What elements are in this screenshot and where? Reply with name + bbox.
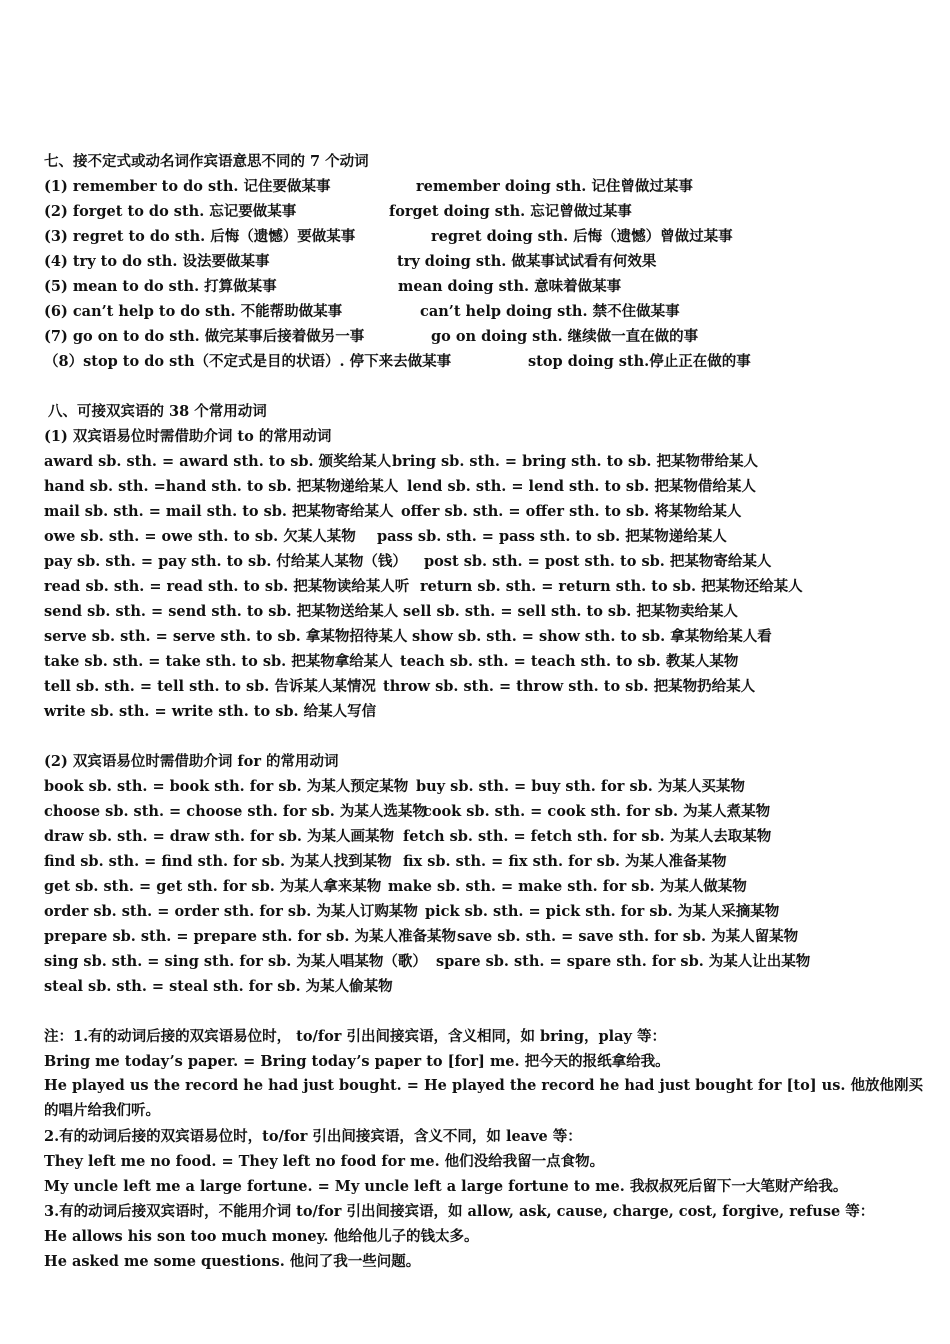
row-right: try doing sth. 做某事试试看有何效果 xyxy=(397,253,657,270)
verb-row xyxy=(44,648,934,673)
section7-row xyxy=(44,273,934,298)
row-right: save sb. sth. = save sth. for sb. 为某人留某物 xyxy=(457,928,799,945)
verb-row xyxy=(44,623,934,648)
note-line: 注：1.有的动词后接的双宾语易位时， to/for 引出间接宾语，含义相同，如 bring，play 等： xyxy=(44,1028,666,1045)
verb-row xyxy=(44,823,934,848)
row-right: remember doing sth. 记住曾做过某事 xyxy=(416,178,693,195)
row-right: pick sb. sth. = pick sth. for sb. 为某人采摘某物 xyxy=(425,903,780,920)
verb-row xyxy=(44,523,934,548)
row-left: get sb. sth. = get sth. for sb. 为某人拿来某物 xyxy=(44,878,382,895)
verb-row xyxy=(44,798,934,823)
verb-row xyxy=(44,573,934,598)
row-right: mean doing sth. 意味着做某事 xyxy=(398,278,622,295)
row-left: award sb. sth. = award sth. to sb. 颁奖给某人 xyxy=(44,453,392,470)
row-right: bring sb. sth. = bring sth. to sb. 把某物带给某人 xyxy=(392,453,758,470)
row-right: post sb. sth. = post sth. to sb. 把某物寄给某人 xyxy=(424,553,772,570)
row-left: prepare sb. sth. = prepare sth. for sb. 为某人准备某物 xyxy=(44,928,456,945)
row-left: serve sb. sth. = serve sth. to sb. 拿某物招待某人 xyxy=(44,628,408,645)
row-right: sell sb. sth. = sell sth. to sb. 把某物卖给某人 xyxy=(403,603,738,620)
spacer xyxy=(44,998,934,1023)
spacer xyxy=(44,723,934,748)
row-right: pass sb. sth. = pass sth. to sb. 把某物递给某人 xyxy=(377,528,727,545)
note-line: He played us the record he had just bought. = He played the record he had just bought for [to] us. 他放他刚买的唱片给我们听。 xyxy=(44,1077,923,1119)
row-left: read sb. sth. = read sth. to sb. 把某物读给某人听 xyxy=(44,578,410,595)
row-right: can’t help doing sth. 禁不住做某事 xyxy=(420,303,680,320)
section8-subheading-to: (1) 双宾语易位时需借助介词 to 的常用动词 xyxy=(44,428,332,445)
verb-row xyxy=(44,698,934,723)
row-left: pay sb. sth. = pay sth. to sb. 付给某人某物（钱） xyxy=(44,553,407,570)
row-left: （8）stop to do sth（不定式是目的状语）. 停下来去做某事 xyxy=(44,353,452,370)
row-left: steal sb. sth. = steal sth. for sb. 为某人偷某物 xyxy=(44,978,393,995)
verb-row xyxy=(44,598,934,623)
row-left: order sb. sth. = order sth. for sb. 为某人订购某物 xyxy=(44,903,418,920)
verb-row xyxy=(44,473,934,498)
verb-row xyxy=(44,898,934,923)
row-left: mail sb. sth. = mail sth. to sb. 把某物寄给某人 xyxy=(44,503,394,520)
note-line: He asked me some questions. 他问了我一些问题。 xyxy=(44,1253,421,1270)
row-right: teach sb. sth. = teach sth. to sb. 教某人某物 xyxy=(400,653,739,670)
row-right: cook sb. sth. = cook sth. for sb. 为某人煮某物 xyxy=(423,803,771,820)
row-left: find sb. sth. = find sth. for sb. 为某人找到某物 xyxy=(44,853,392,870)
note-line: My uncle left me a large fortune. = My uncle left a large fortune to me. 我叔叔死后留下一大笔财产给我。 xyxy=(44,1178,848,1195)
section7-row xyxy=(44,248,934,273)
section8-heading: 八、可接双宾语的 38 个常用动词 xyxy=(48,403,267,420)
note-line: They left me no food. = They left no food for me. 他们没给我留一点食物。 xyxy=(44,1153,605,1170)
row-right: lend sb. sth. = lend sth. to sb. 把某物借给某人 xyxy=(407,478,756,495)
row-right: go on doing sth. 继续做一直在做的事 xyxy=(431,328,699,345)
section7-row xyxy=(44,348,934,373)
document-page xyxy=(44,148,934,1273)
row-left: draw sb. sth. = draw sth. for sb. 为某人画某物 xyxy=(44,828,394,845)
spacer xyxy=(44,373,934,398)
row-left: (7) go on to do sth. 做完某事后接着做另一事 xyxy=(44,328,365,345)
row-right: return sb. sth. = return sth. to sb. 把某物还给某人 xyxy=(420,578,803,595)
row-left: (2) forget to do sth. 忘记要做某事 xyxy=(44,203,297,220)
row-left: book sb. sth. = book sth. for sb. 为某人预定某物 xyxy=(44,778,409,795)
row-left: take sb. sth. = take sth. to sb. 把某物拿给某人 xyxy=(44,653,393,670)
section8-subheading-for: (2) 双宾语易位时需借助介词 for 的常用动词 xyxy=(44,753,339,770)
verb-row xyxy=(44,773,934,798)
row-left: choose sb. sth. = choose sth. for sb. 为某人选某物 xyxy=(44,803,427,820)
row-left: write sb. sth. = write sth. to sb. 给某人写信 xyxy=(44,703,377,720)
row-right: stop doing sth.停止正在做的事 xyxy=(528,353,751,370)
row-right: offer sb. sth. = offer sth. to sb. 将某物给某人 xyxy=(401,503,742,520)
section7-row xyxy=(44,298,934,323)
verb-row xyxy=(44,448,934,473)
verb-row xyxy=(44,673,934,698)
note-line: Bring me today’s paper. = Bring today’s paper to [for] me. 把今天的报纸拿给我。 xyxy=(44,1053,670,1070)
section7-row xyxy=(44,223,934,248)
verb-row xyxy=(44,973,934,998)
section7-heading: 七、接不定式或动名词作宾语意思不同的 7 个动词 xyxy=(44,153,369,170)
row-right: fetch sb. sth. = fetch sth. for sb. 为某人去取某物 xyxy=(403,828,772,845)
row-right: show sb. sth. = show sth. to sb. 拿某物给某人看 xyxy=(412,628,772,645)
verb-row xyxy=(44,848,934,873)
verb-row xyxy=(44,873,934,898)
verb-row xyxy=(44,948,934,973)
verb-row xyxy=(44,548,934,573)
verb-row xyxy=(44,923,934,948)
verb-row xyxy=(44,498,934,523)
row-right: throw sb. sth. = throw sth. to sb. 把某物扔给某人 xyxy=(383,678,756,695)
row-right: forget doing sth. 忘记曾做过某事 xyxy=(389,203,632,220)
row-left: send sb. sth. = send sth. to sb. 把某物送给某人 xyxy=(44,603,399,620)
row-right: make sb. sth. = make sth. for sb. 为某人做某物 xyxy=(388,878,747,895)
section7-list xyxy=(44,173,934,373)
notes-section xyxy=(44,1023,934,1273)
row-right: spare sb. sth. = spare sth. for sb. 为某人让出某物 xyxy=(436,953,811,970)
row-left: (1) remember to do sth. 记住要做某事 xyxy=(44,178,331,195)
section7-row xyxy=(44,323,934,348)
section7-row xyxy=(44,198,934,223)
section8-to-list xyxy=(44,448,934,723)
row-left: (3) regret to do sth. 后悔（遗憾）要做某事 xyxy=(44,228,356,245)
section7-row xyxy=(44,173,934,198)
row-right: regret doing sth. 后悔（遗憾）曾做过某事 xyxy=(431,228,733,245)
row-left: owe sb. sth. = owe sth. to sb. 欠某人某物 xyxy=(44,528,356,545)
note-line: 2.有的动词后接的双宾语易位时，to/for 引出间接宾语，含义不同，如 leave 等： xyxy=(44,1128,582,1145)
row-left: sing sb. sth. = sing sth. for sb. 为某人唱某物（歌） xyxy=(44,953,427,970)
note-line: 3.有的动词后接双宾语时，不能用介词 to/for 引出间接宾语，如 allow, ask, cause, charge, cost, forgive, refuse 等： xyxy=(44,1203,875,1220)
section8-for-list xyxy=(44,773,934,998)
row-right: buy sb. sth. = buy sth. for sb. 为某人买某物 xyxy=(416,778,745,795)
row-right: fix sb. sth. = fix sth. for sb. 为某人准备某物 xyxy=(403,853,727,870)
row-left: (4) try to do sth. 设法要做某事 xyxy=(44,253,270,270)
note-line: He allows his son too much money. 他给他儿子的钱太多。 xyxy=(44,1228,479,1245)
row-left: hand sb. sth. =hand sth. to sb. 把某物递给某人 xyxy=(44,478,399,495)
row-left: tell sb. sth. = tell sth. to sb. 告诉某人某情况 xyxy=(44,678,376,695)
row-left: (6) can’t help to do sth. 不能帮助做某事 xyxy=(44,303,343,320)
row-left: (5) mean to do sth. 打算做某事 xyxy=(44,278,277,295)
